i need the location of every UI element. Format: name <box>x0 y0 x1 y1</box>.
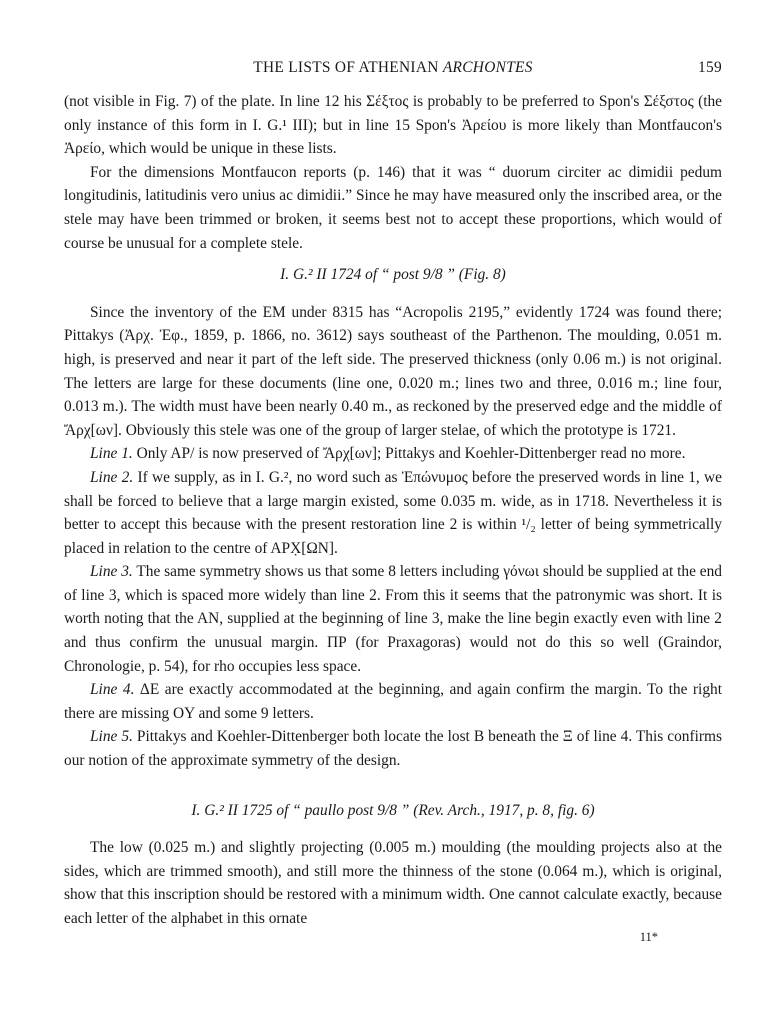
paragraph-inventory: Since the inventory of the EM under 8315 has “Acropolis 2195,” evidently 1724 was found there; Pittakys (Ἀρχ. Ἐφ., 1859, p. 1866, no. 3612) says southeast of the Parthenon. The moulding, 0.051 m. high, is preserved and near it part of the left side. The preserved thickness (only 0.06 m.) is not original. The letters are large for these documents (line one, 0.020 m.; lines two and three, 0.016 m.; line four, 0.013 m.). The width must have been nearly 0.40 m., as reckoned by the preserved edge and the middle of Ἄρχ[ων]. Obviously this stele was one of the group of larger stelae, of which the prototype is 1721. <box>64 303 722 439</box>
paragraph-moulding: The low (0.025 m.) and slightly projecting (0.005 m.) moulding (the moulding projects also at the sides, which are trimmed smooth), and still more the thinness of the stone (0.064 m.), which is original, show that this inscription should be restored with a minimum width. One cannot calculate exactly, because each letter of the alphabet in this ornate <box>64 839 722 927</box>
page-number: 159 <box>698 59 722 76</box>
line-3-label: Line 3. <box>90 563 133 581</box>
paragraph-line-5 <box>64 725 722 772</box>
page-body <box>64 56 722 945</box>
line-4-label: Line 4. <box>90 681 135 699</box>
paragraph-line-3 <box>64 560 722 678</box>
line-2-text: If we supply, as in I. G.², no word such as Ἐπώνυμος before the preserved words in line 1, we shall be forced to believe that a large margin existed, some 0.035 m. wide, as in 1718. Nevertheless it is better to accept this because with the present restoration line 2 is within ¹/₂ letter of being symmetrically placed in relation to the centre of APX̣[ΩN]. <box>64 468 722 557</box>
paragraph-line-1 <box>64 442 722 466</box>
line-3-text: The same symmetry shows us that some 8 letters including γόνωι should be supplied at the end of line 3, which is spaced more widely than line 2. From this it seems that the patronymic was short. It is worth noting that the AN, supplied at the beginning of line 3, make the line begin exactly even with line 2 and thus confirm the unusual margin. ΠΡ (for Praxagoras) would not do this so well (Graindor, Chronologie, p. 54), for rho occupies less space. <box>64 563 722 675</box>
section-heading-1724-text: I. G.² II 1724 of “ post 9/8 ” (Fig. 8) <box>280 266 506 284</box>
signature-mark: 11* <box>639 929 658 944</box>
paragraph-continuation: (not visible in Fig. 7) of the plate. In line 12 his Σέξτος is probably to be preferred to Spon's Σέξστος (the only instance of this form in I. G.¹ III); but in line 15 Spon's Ἀρείου is more likely than Montfaucon's Ἀρείο, which would be unique in these lists. <box>64 93 722 158</box>
running-head-title: THE LISTS OF ATHENIAN ARCHONTES <box>253 59 533 76</box>
line-5-text: Pittakys and Koehler-Dittenberger both locate the lost B beneath the Ξ of line 4. This confirms our notion of the approximate symmetry of the design. <box>64 728 722 770</box>
line-4-text: ΔE are exactly accommodated at the beginning, and again confirm the margin. To the right there are missing OY and some 9 letters. <box>64 681 722 722</box>
running-head-italic: ARCHONTES <box>442 59 533 76</box>
paragraph-dimensions: For the dimensions Montfaucon reports (p. 146) that it was “ duorum circiter ac dimidii pedum longitudinis, latitudinis vero unius ac dimidii.” Since he may have measured only the inscribed area, or the stele may have been trimmed or broken, it seems best not to accept these proportions, which would of course be unusual for a complete stele. <box>64 163 722 252</box>
running-head <box>64 56 722 80</box>
section-heading-1725-text: I. G.² II 1725 of “ paullo post 9/8 ” (Rev. Arch., 1917, p. 8, fig. 6) <box>191 801 595 819</box>
section-heading-1725 <box>64 799 722 823</box>
line-5-label: Line 5. <box>90 728 133 746</box>
line-1-text: Only AP/ is now preserved of Ἄρχ[ων]; Pittakys and Koehler-Dittenberger read no more. <box>132 445 686 463</box>
paragraph-line-2 <box>64 466 722 560</box>
line-1-label: Line 1. <box>90 445 133 463</box>
line-2-label: Line 2. <box>90 468 134 486</box>
paragraph-line-4 <box>64 678 722 725</box>
section-heading-1724 <box>64 263 722 287</box>
